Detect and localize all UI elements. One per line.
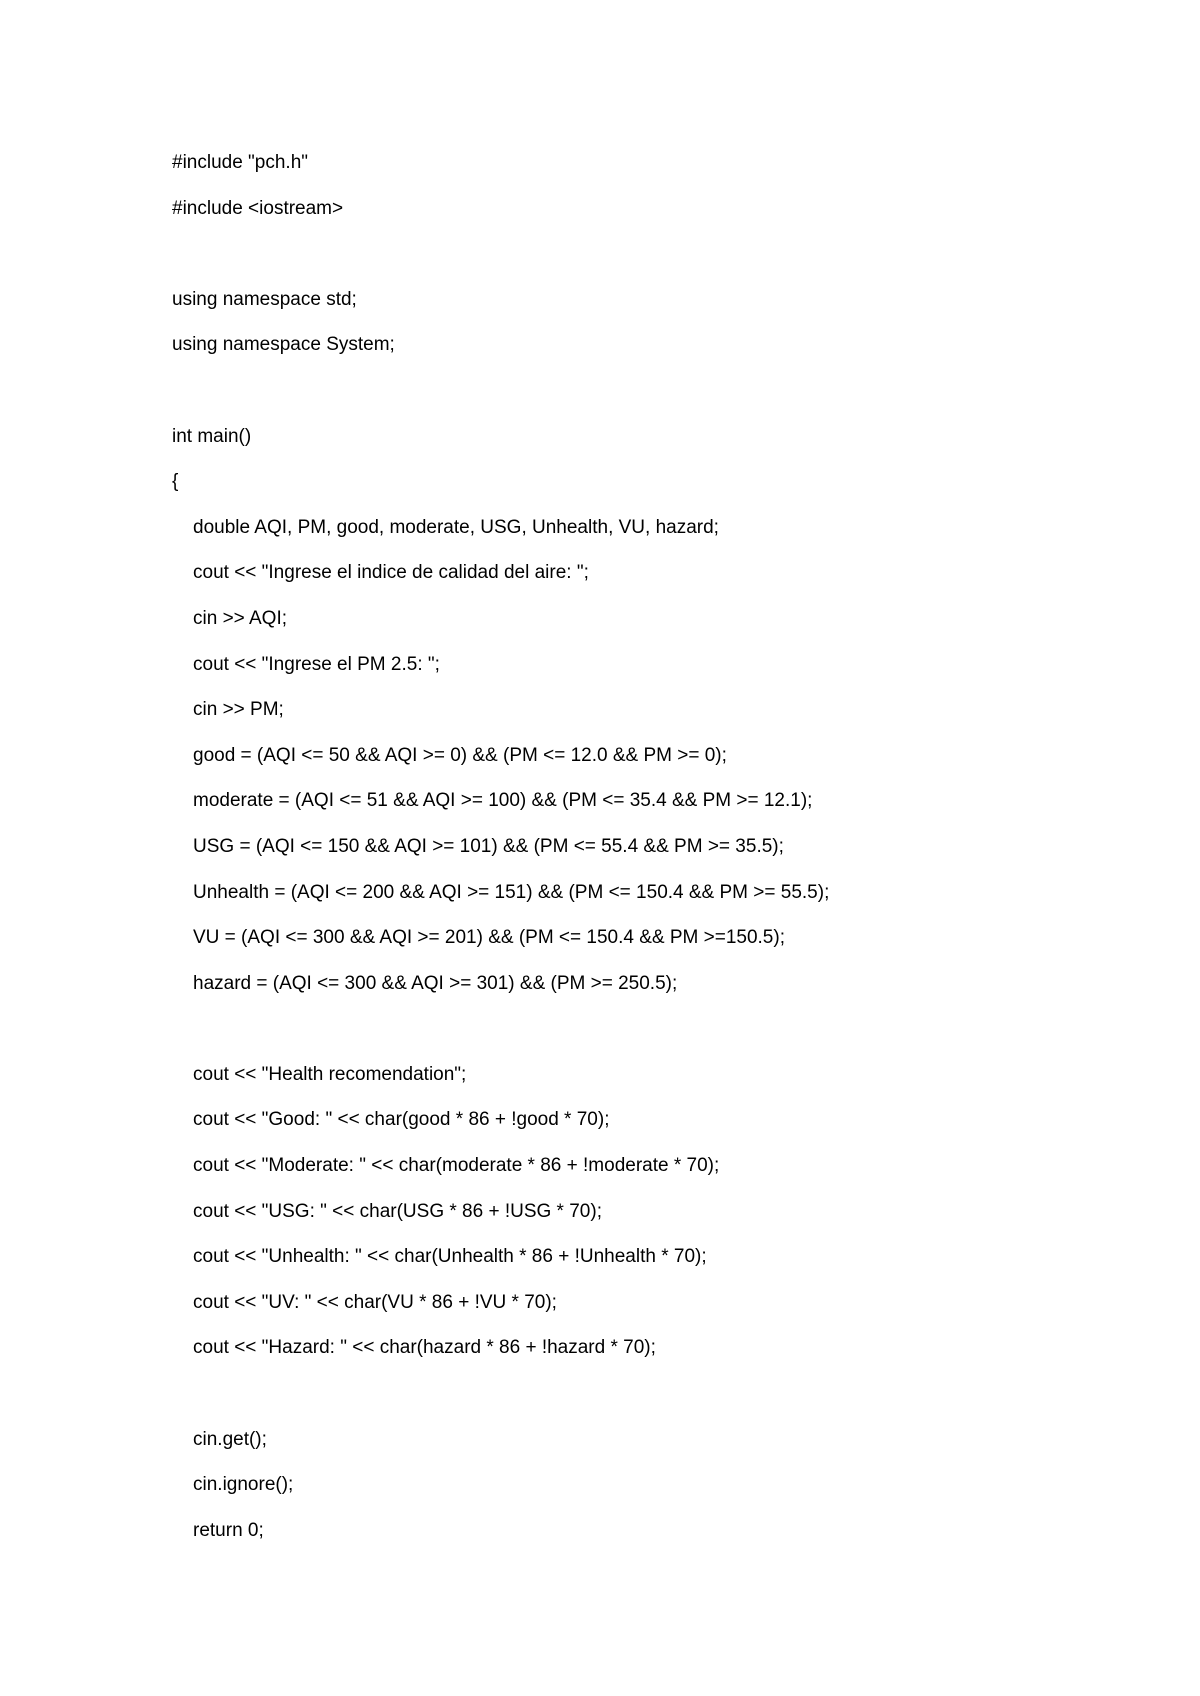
code-line: return 0; bbox=[193, 1519, 264, 1541]
blank-line bbox=[172, 1006, 1152, 1052]
code-line: #include <iostream> bbox=[172, 197, 344, 219]
code-line: cout << "Unhealth: " << char(Unhealth * 86 + !Unhealth * 70); bbox=[193, 1246, 707, 1268]
code-line: hazard = (AQI <= 300 && AQI >= 301) && (PM >= 250.5); bbox=[193, 972, 678, 994]
code-line: cout << "Good: " << char(good * 86 + !good * 70); bbox=[193, 1109, 610, 1131]
code-line: VU = (AQI <= 300 && AQI >= 201) && (PM <= 150.4 && PM >=150.5); bbox=[193, 927, 785, 949]
code-line: cout << "Moderate: " << char(moderate * 86 + !moderate * 70); bbox=[193, 1155, 720, 1177]
code-line: double AQI, PM, good, moderate, USG, Unhealth, VU, hazard; bbox=[193, 516, 719, 538]
code-line: cin.get(); bbox=[193, 1428, 267, 1450]
code-line: moderate = (AQI <= 51 && AQI >= 100) && (PM <= 35.4 && PM >= 12.1); bbox=[193, 790, 813, 812]
code-line: #include "pch.h" bbox=[172, 152, 309, 173]
code-line: USG = (AQI <= 150 && AQI >= 101) && (PM <= 55.4 && PM >= 35.5); bbox=[193, 835, 784, 857]
code-line: cout << "Ingrese el PM 2.5: "; bbox=[193, 653, 440, 675]
code-line: cin >> PM; bbox=[193, 699, 284, 721]
blank-line bbox=[172, 1371, 1152, 1417]
code-line: cout << "Health recomendation"; bbox=[193, 1063, 467, 1085]
code-line: cout << "USG: " << char(USG * 86 + !USG * 70); bbox=[193, 1200, 602, 1222]
code-line: int main() bbox=[172, 425, 252, 447]
code-line: cin >> AQI; bbox=[193, 607, 287, 629]
code-listing bbox=[172, 140, 1152, 1553]
code-line: using namespace std; bbox=[172, 288, 357, 310]
blank-line bbox=[172, 231, 1152, 277]
blank-line bbox=[172, 368, 1152, 414]
code-line: cin.ignore(); bbox=[193, 1474, 294, 1496]
code-line: cout << "Hazard: " << char(hazard * 86 + !hazard * 70); bbox=[193, 1337, 656, 1359]
code-line: Unhealth = (AQI <= 200 && AQI >= 151) && (PM <= 150.4 && PM >= 55.5); bbox=[193, 881, 830, 903]
code-line: cout << "Ingrese el indice de calidad del aire: "; bbox=[193, 562, 589, 584]
code-line: { bbox=[172, 471, 179, 493]
code-line: cout << "UV: " << char(VU * 86 + !VU * 70); bbox=[193, 1291, 557, 1313]
code-line: good = (AQI <= 50 && AQI >= 0) && (PM <= 12.0 && PM >= 0); bbox=[193, 744, 727, 766]
code-line: using namespace System; bbox=[172, 334, 395, 356]
